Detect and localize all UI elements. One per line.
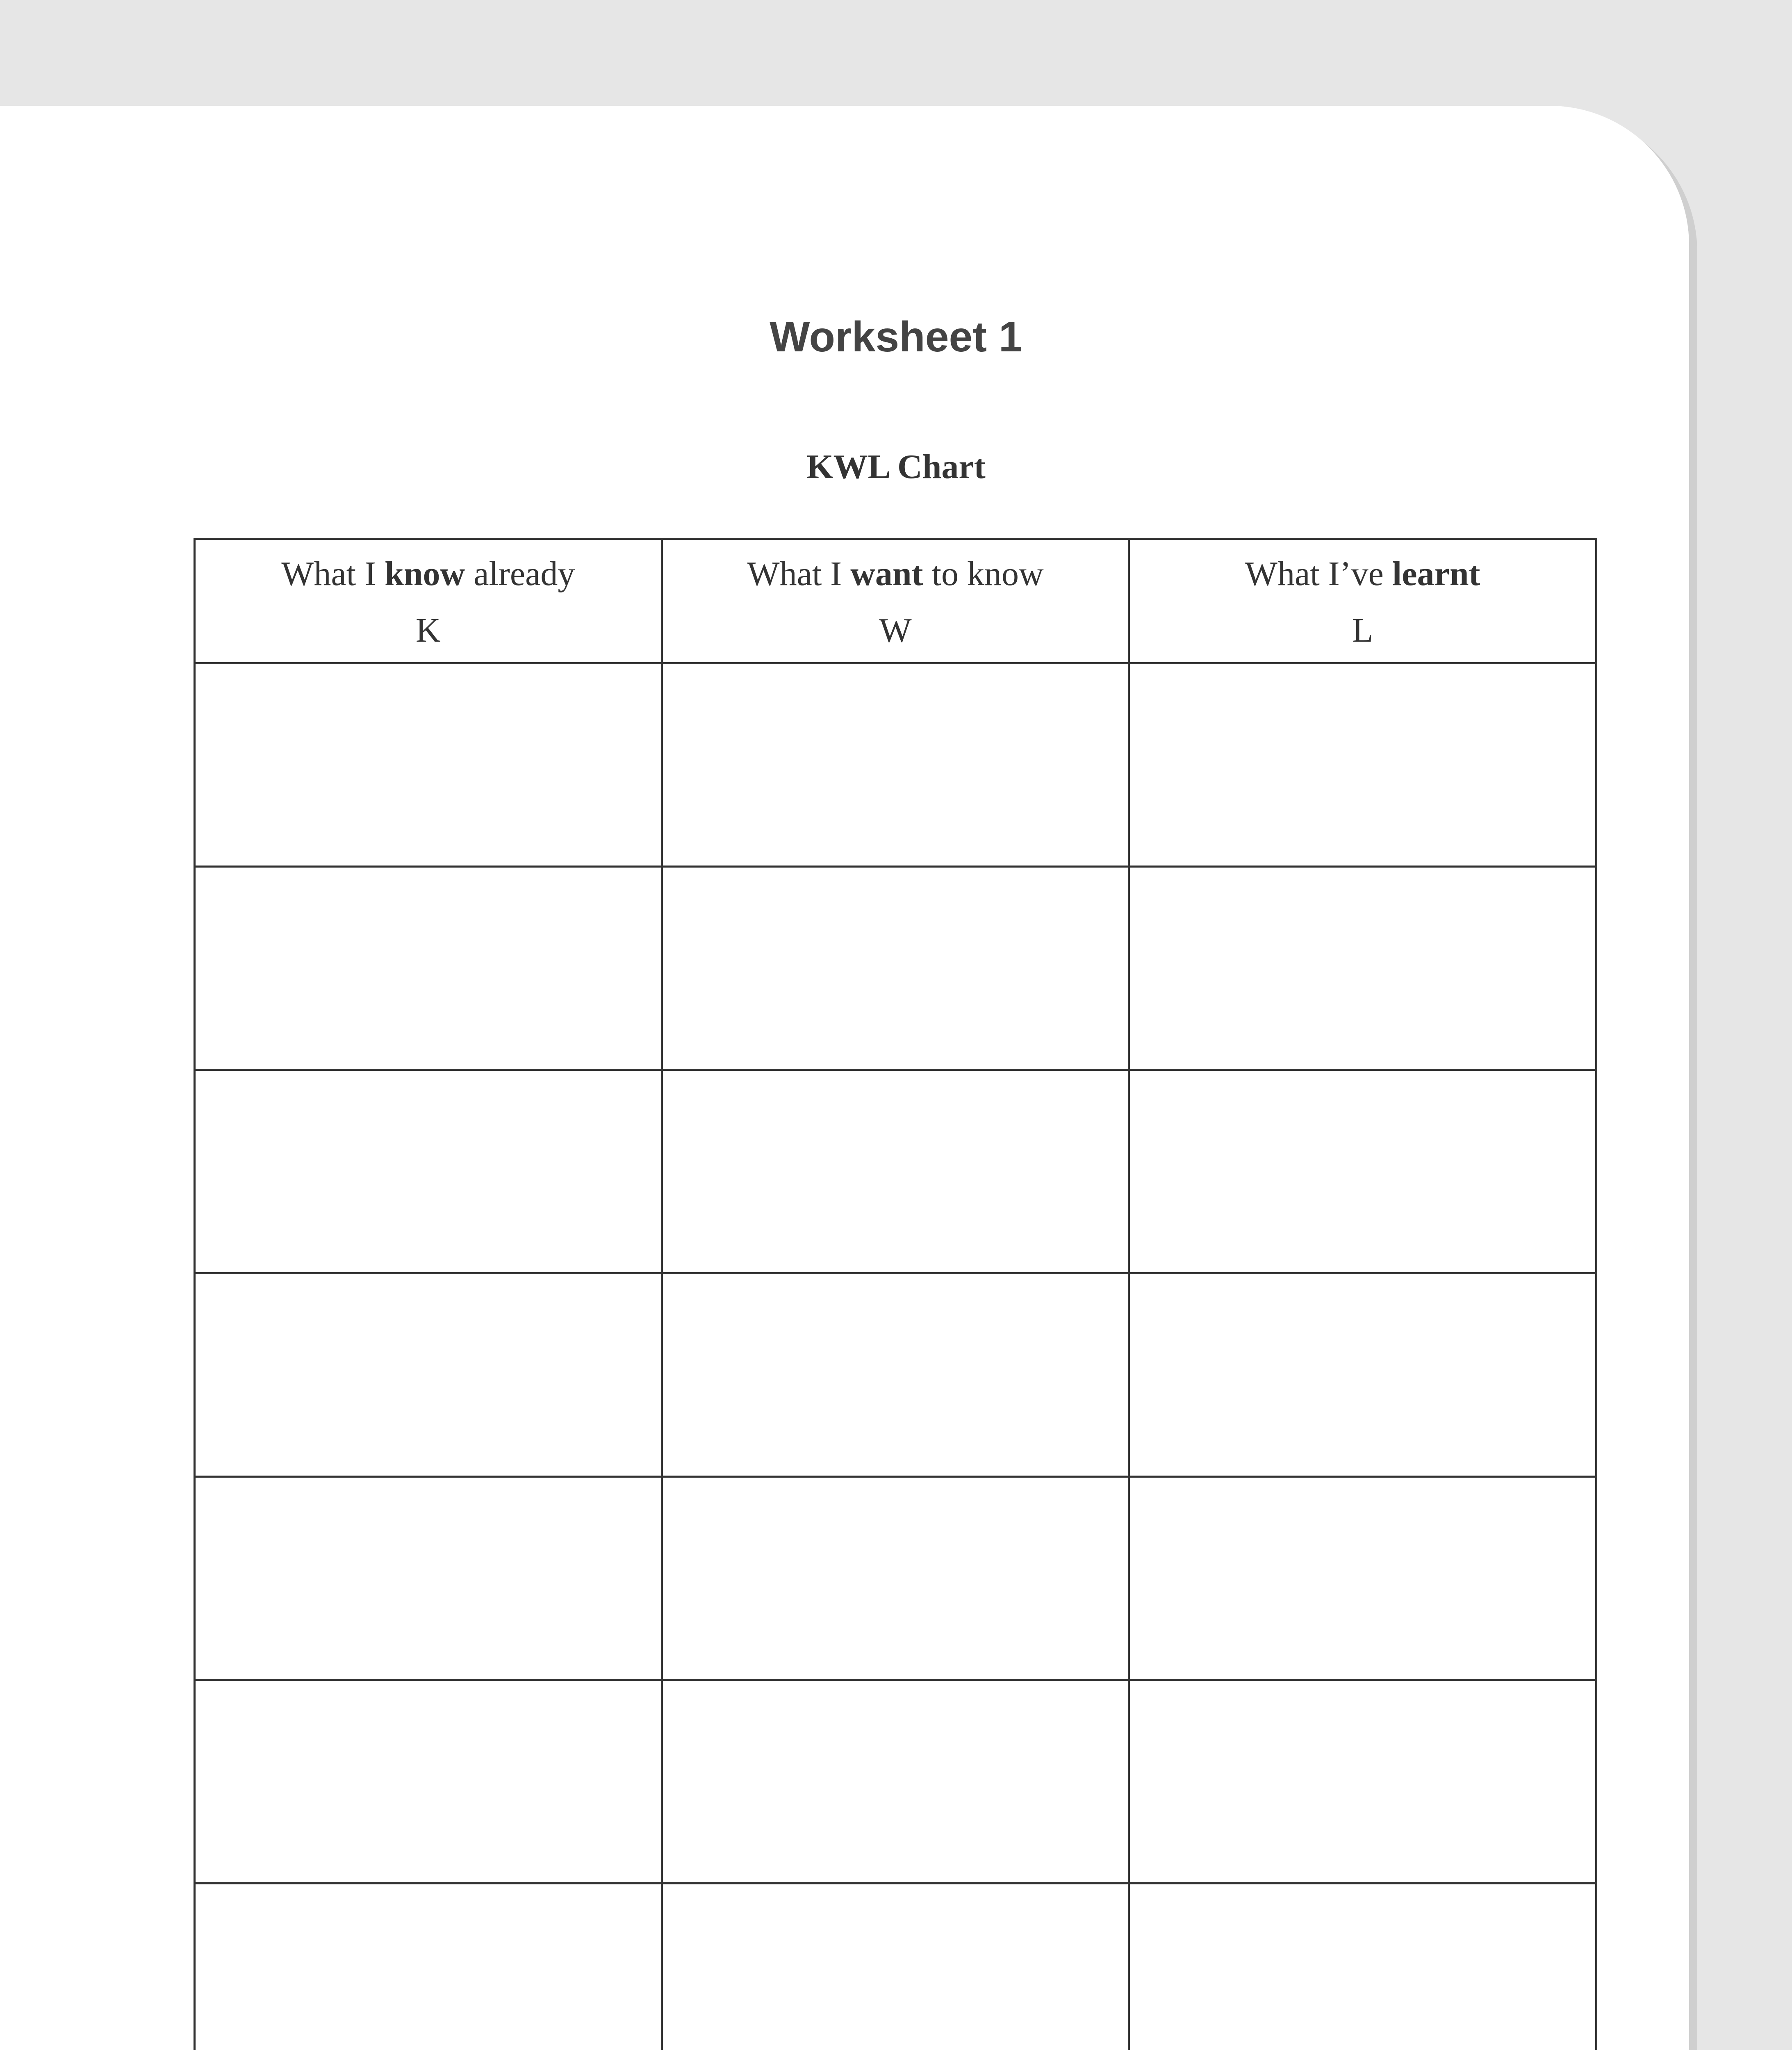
want-cell[interactable] [662, 1680, 1129, 1884]
know-cell[interactable] [195, 1070, 662, 1273]
header-want [662, 539, 1129, 663]
want-cell[interactable] [662, 1884, 1129, 2050]
learnt-cell[interactable] [1129, 1680, 1596, 1884]
learnt-cell[interactable] [1129, 867, 1596, 1070]
table-row [195, 1070, 1596, 1273]
learnt-cell[interactable] [1129, 1273, 1596, 1477]
worksheet-title: Worksheet 1 [770, 313, 1022, 361]
header-learnt-letter: L [1352, 611, 1373, 650]
know-cell[interactable] [195, 1884, 662, 2050]
table-row [195, 663, 1596, 867]
header-learnt-label: What I’ve learnt [1245, 554, 1480, 593]
want-cell[interactable] [662, 1070, 1129, 1273]
want-cell[interactable] [662, 663, 1129, 867]
table-row [195, 1884, 1596, 2050]
table-row [195, 1680, 1596, 1884]
header-know-label: What I know already [281, 554, 575, 593]
chart-subtitle: KWL Chart [806, 448, 986, 486]
know-cell[interactable] [195, 663, 662, 867]
know-cell[interactable] [195, 867, 662, 1070]
header-learnt [1129, 539, 1596, 663]
table-row [195, 1273, 1596, 1477]
learnt-cell[interactable] [1129, 1070, 1596, 1273]
know-cell[interactable] [195, 1680, 662, 1884]
learnt-cell[interactable] [1129, 663, 1596, 867]
know-cell[interactable] [195, 1477, 662, 1680]
table-header-row [195, 539, 1596, 663]
header-want-letter: W [879, 611, 912, 650]
learnt-cell[interactable] [1129, 1884, 1596, 2050]
header-know [195, 539, 662, 663]
know-cell[interactable] [195, 1273, 662, 1477]
header-want-label: What I want to know [747, 554, 1044, 593]
header-know-letter: K [415, 611, 441, 650]
want-cell[interactable] [662, 1273, 1129, 1477]
table-row [195, 867, 1596, 1070]
learnt-cell[interactable] [1129, 1477, 1596, 1680]
kwl-table [194, 538, 1597, 2050]
table-row [195, 1477, 1596, 1680]
want-cell[interactable] [662, 1477, 1129, 1680]
want-cell[interactable] [662, 867, 1129, 1070]
